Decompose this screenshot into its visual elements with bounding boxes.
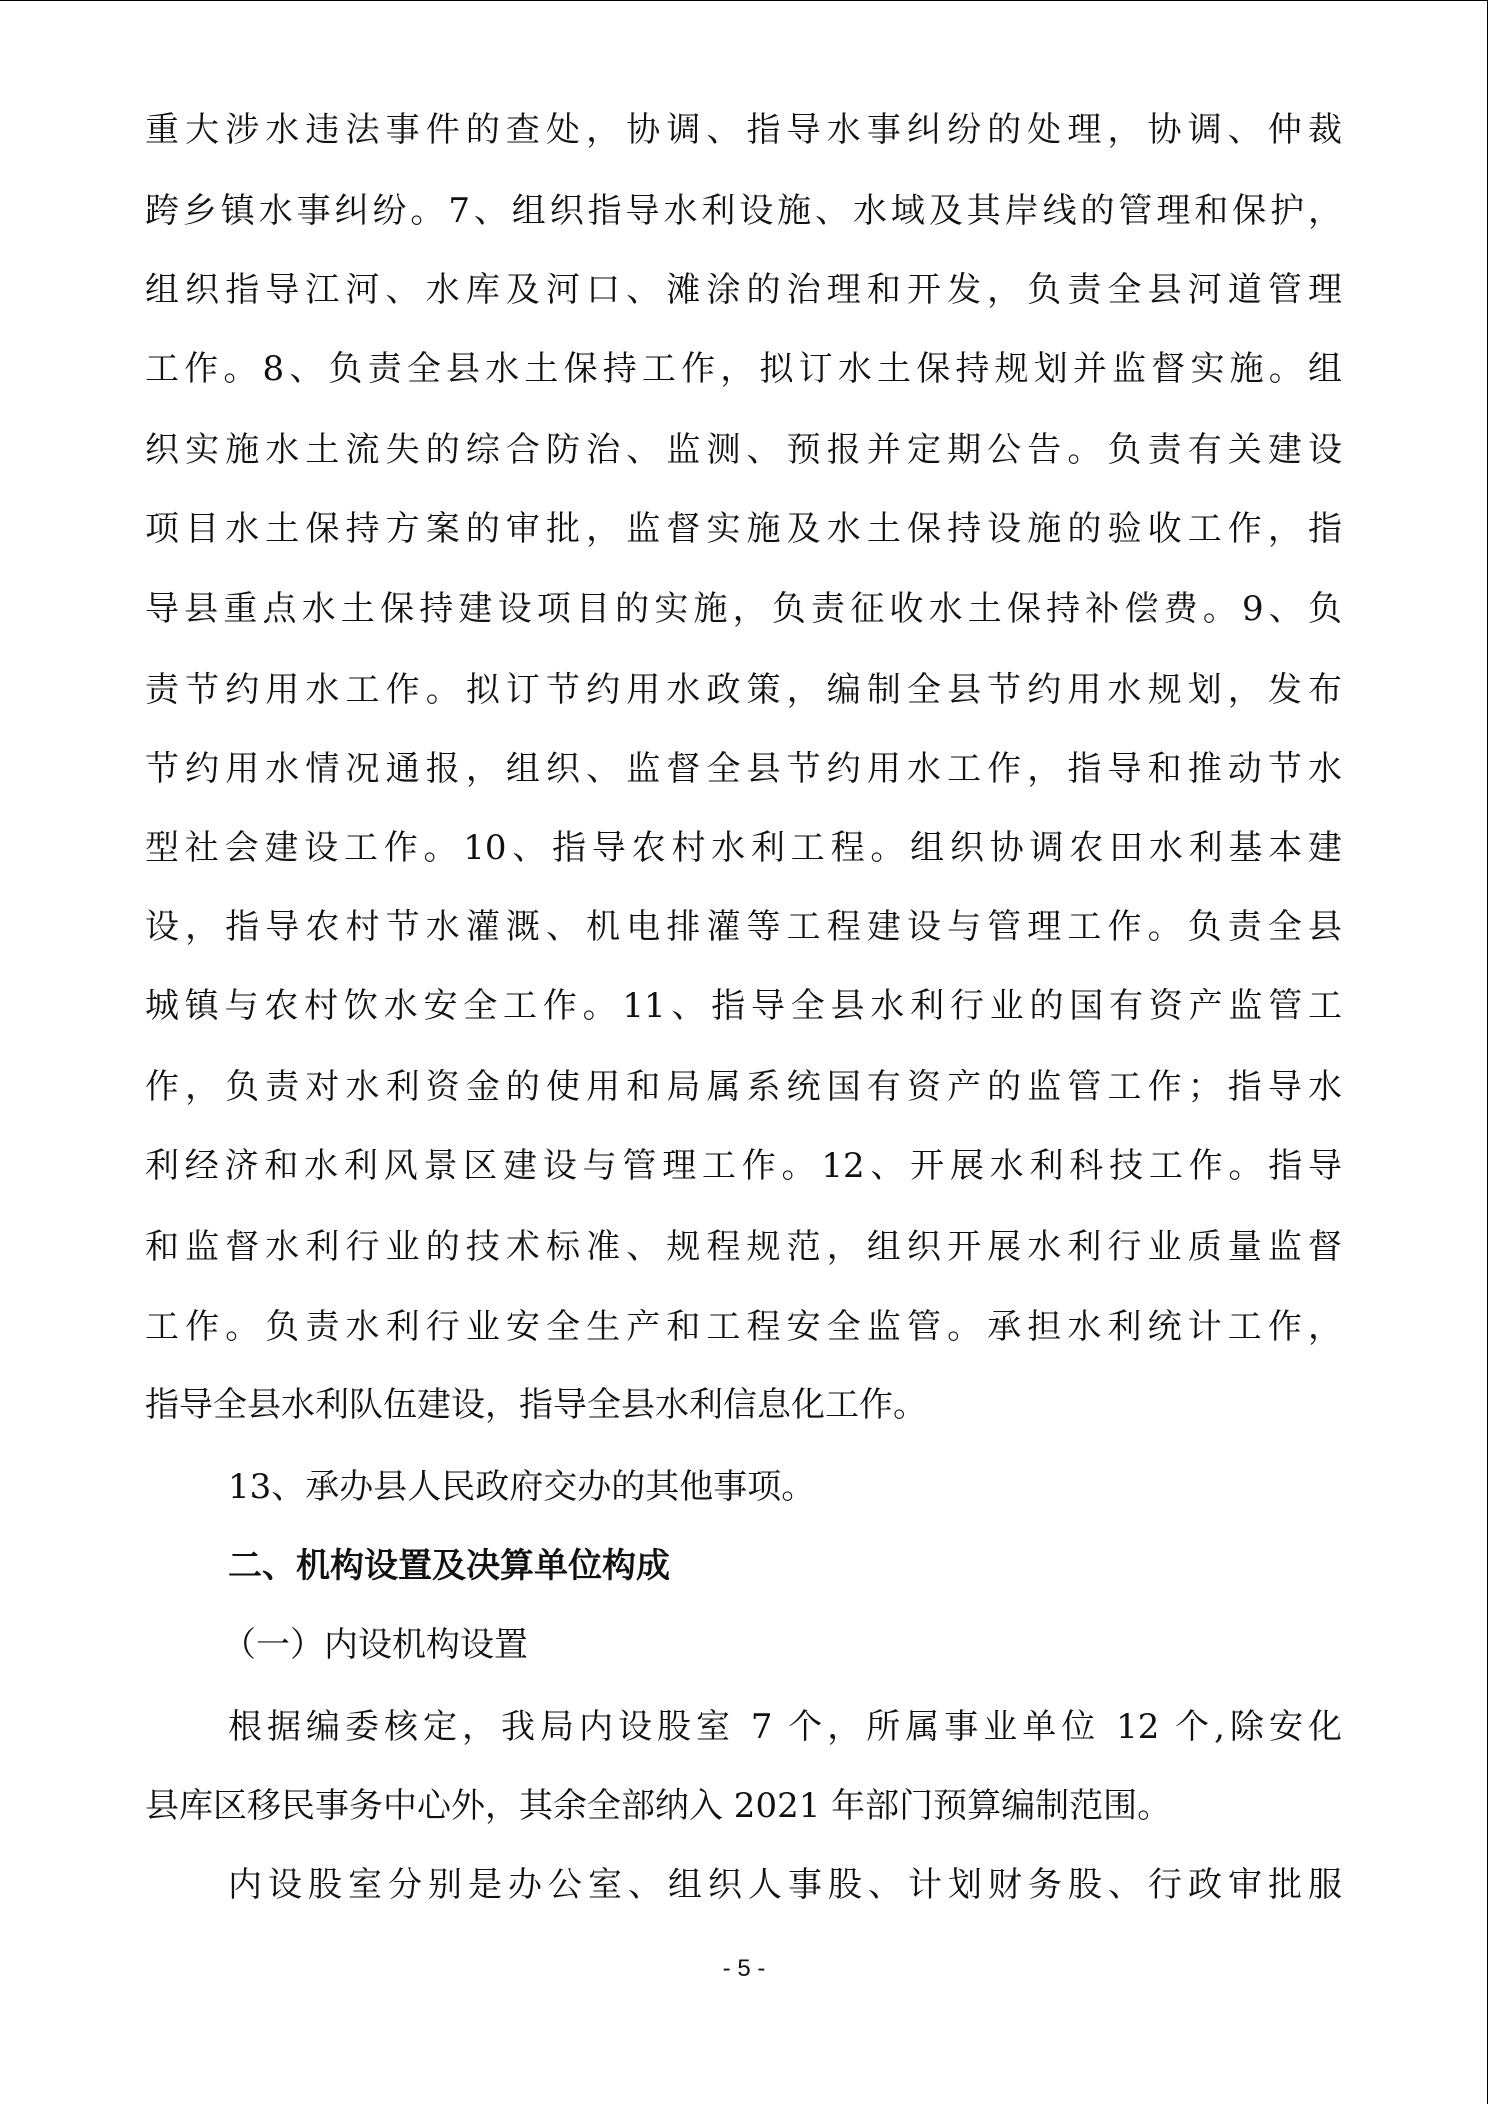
body-text-line: 工作。负责水利行业安全生产和工程安全监管。承担水利统计工作， [145,1307,1342,1347]
body-text-line: 和监督水利行业的技术标准、规程规范，组织开展水利行业质量监督 [145,1227,1342,1267]
body-text-line: 指导全县水利队伍建设，指导全县水利信息化工作。 [145,1385,927,1425]
body-text-line: 重大涉水违法事件的查处，协调、指导水事纠纷的处理，协调、仲裁 [145,110,1342,150]
body-text-line: 组织指导江河、水库及河口、滩涂的治理和开发，负责全县河道管理 [145,270,1342,310]
body-text-line: 城镇与农村饮水安全工作。11、指导全县水利行业的国有资产监管工 [145,986,1342,1026]
page-border-top [0,0,1488,1]
body-text-line: 项目水土保持方案的审批，监督实施及水土保持设施的验收工作，指 [145,509,1342,549]
paragraph-line: 根据编委核定，我局内设股室 7 个，所属事业单位 12 个,除安化 [228,1707,1342,1747]
item-13: 13、承办县人民政府交办的其他事项。 [228,1467,816,1507]
body-text-line: 导县重点水土保持建设项目的实施，负责征收水土保持补偿费。9、负 [145,589,1342,629]
body-text-line: 作，负责对水利资金的使用和局属系统国有资产的监管工作；指导水 [145,1067,1342,1107]
body-text-line: 利经济和水利风景区建设与管理工作。12、开展水利科技工作。指导 [145,1146,1342,1186]
section-heading: 二、机构设置及决算单位构成 [228,1546,670,1586]
subsection-heading: （一）内设机构设置 [222,1625,528,1665]
body-text-line: 责节约用水工作。拟订节约用水政策，编制全县节约用水规划，发布 [145,670,1342,710]
paragraph-line: 内设股室分别是办公室、组织人事股、计划财务股、行政审批服 [228,1865,1342,1905]
body-text-line: 跨乡镇水事纠纷。7、组织指导水利设施、水域及其岸线的管理和保护， [145,191,1342,231]
body-text-line: 织实施水土流失的综合防治、监测、预报并定期公告。负责有关建设 [145,430,1342,470]
body-text-line: 工作。8、负责全县水土保持工作，拟订水土保持规划并监督实施。组 [145,349,1342,389]
body-text-line: 设，指导农村节水灌溉、机电排灌等工程建设与管理工作。负责全县 [145,907,1342,947]
page-number: - 5 - [722,1955,766,1982]
paragraph-line: 县库区移民事务中心外，其余全部纳入 2021 年部门预算编制范围。 [145,1786,1172,1826]
body-text-line: 型社会建设工作。10、指导农村水利工程。组织协调农田水利基本建 [145,828,1342,868]
body-text-line: 节约用水情况通报，组织、监督全县节约用水工作，指导和推动节水 [145,749,1342,789]
